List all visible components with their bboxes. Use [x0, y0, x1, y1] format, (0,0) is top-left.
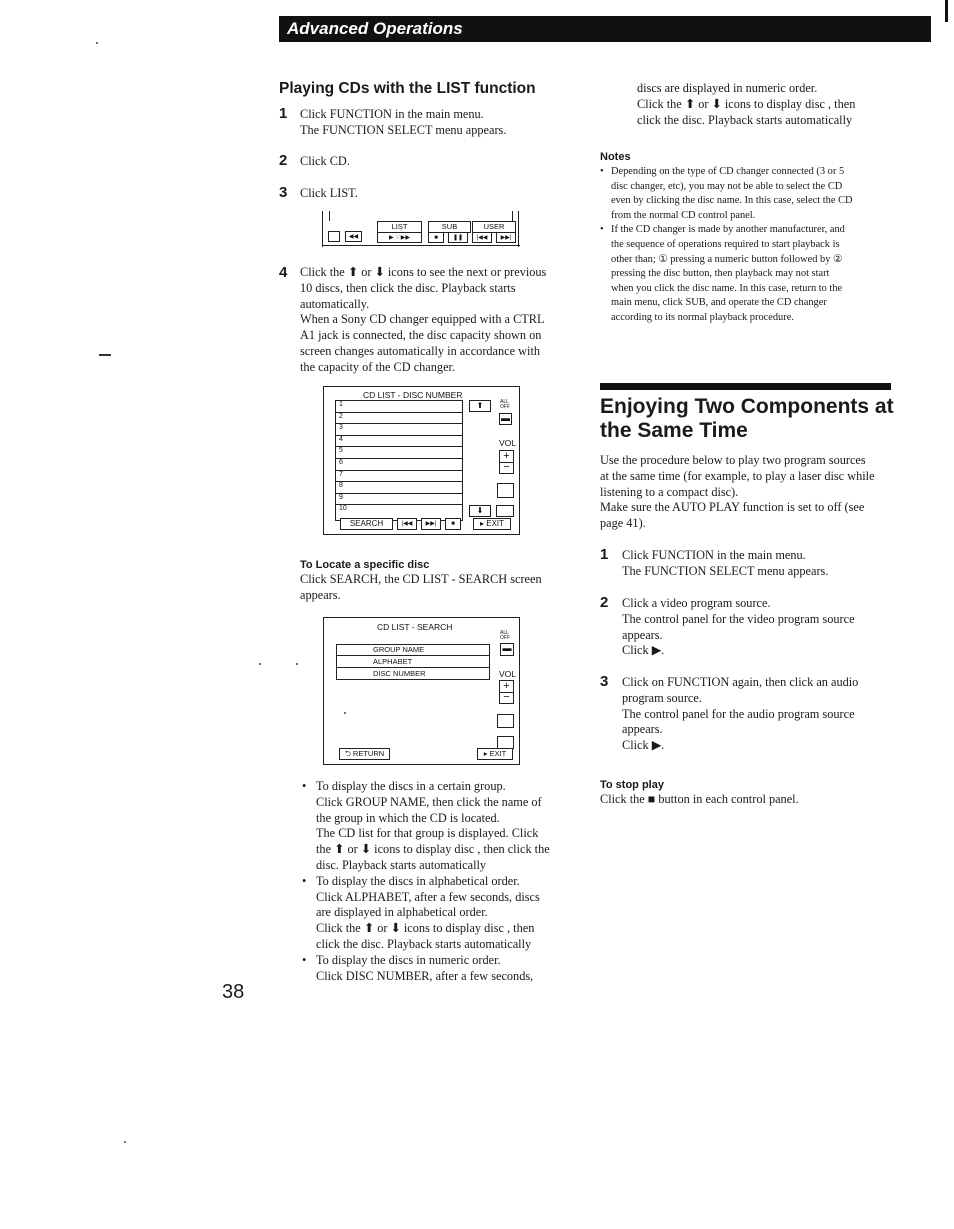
- line: click the disc. Playback starts automatically: [637, 112, 853, 127]
- bullet-icon: •: [302, 779, 307, 793]
- line: screen changes automatically in accordance with: [300, 343, 541, 358]
- line: at the same time (for example, to play a laser disc while: [600, 468, 875, 483]
- line: Click SEARCH, the CD LIST - SEARCH screen: [300, 572, 542, 586]
- next-track-button[interactable]: ▶▶|: [421, 518, 441, 530]
- bullet-icon: •: [600, 224, 604, 236]
- line: To display the discs in numeric order.: [316, 952, 501, 967]
- stop-text: Click the ■ button in each control panel.: [600, 792, 799, 806]
- line: Click FUNCTION in the main menu.: [300, 107, 484, 121]
- scan-speck: [259, 663, 261, 665]
- row-divider: [335, 423, 463, 424]
- row-divider: [335, 435, 463, 436]
- disc-row[interactable]: 7: [339, 470, 343, 478]
- prev-track-button[interactable]: |◀◀: [472, 232, 492, 243]
- line: disc changer, etc), you may not be able to select the CD: [611, 180, 843, 192]
- screen-title: CD LIST - DISC NUMBER: [363, 390, 463, 400]
- rewind-button[interactable]: ◀◀: [345, 231, 362, 242]
- line: The CD list for that group is displayed. Click: [316, 826, 539, 841]
- line: Enjoying Two Components at: [600, 395, 894, 418]
- line: The FUNCTION SELECT menu appears.: [300, 122, 507, 137]
- all-off-button[interactable]: ▬: [501, 413, 510, 423]
- line: Click the ⬆ or ⬇ icons to see the next or previous: [300, 265, 547, 279]
- step-number: 3: [279, 184, 288, 201]
- exit-label: EXIT: [486, 519, 505, 528]
- row-divider: [335, 493, 463, 494]
- bullet-icon: •: [302, 952, 307, 967]
- step-text: [622, 548, 828, 580]
- scan-speck: [124, 1141, 126, 1143]
- notes-heading: Notes: [600, 151, 631, 163]
- down-arrow-icon[interactable]: ⬇: [469, 505, 491, 517]
- row-divider: [335, 458, 463, 459]
- empty-button[interactable]: [497, 714, 514, 728]
- step-number: 2: [600, 594, 609, 611]
- step-number: 3: [600, 673, 609, 690]
- line: other than; ① pressing a numeric button followed by ②: [611, 253, 843, 265]
- disc-row[interactable]: 2: [339, 412, 343, 420]
- all-off-label: ALL OFF: [500, 399, 510, 410]
- disc-icon[interactable]: [328, 231, 340, 242]
- vol-up-button[interactable]: +: [499, 450, 514, 463]
- line: Click ALPHABET, after a few seconds, discs: [316, 889, 540, 904]
- vol-label: VOL: [499, 438, 517, 448]
- header-title: Advanced Operations: [287, 19, 463, 38]
- section-rule: [600, 383, 891, 390]
- row-divider: [335, 481, 463, 482]
- line: according to its normal playback procedure.: [611, 311, 794, 323]
- disc-row[interactable]: 9: [339, 493, 343, 501]
- next-track-button[interactable]: ▶▶|: [496, 232, 516, 243]
- line: the group in which the CD is located.: [316, 810, 500, 825]
- line: Click FUNCTION in the main menu.: [622, 548, 806, 562]
- option-alphabet[interactable]: ALPHABET: [373, 657, 413, 666]
- return-button[interactable]: ⮌ RETURN: [339, 748, 390, 760]
- disc-row[interactable]: 3: [339, 424, 343, 432]
- line: The FUNCTION SELECT menu appears.: [622, 563, 829, 578]
- line: 10 discs, then click the disc. Playback starts: [300, 280, 516, 295]
- line: discs are displayed in numeric order.: [637, 81, 818, 95]
- line: the ⬆ or ⬇ icons to display disc , then click the: [316, 842, 550, 857]
- step-text: [300, 107, 506, 139]
- vol-up-button[interactable]: +: [499, 680, 514, 693]
- option-group-name[interactable]: GROUP NAME: [373, 645, 425, 654]
- line: Depending on the type of CD changer connected (3 or 5: [611, 166, 845, 177]
- disc-row[interactable]: 10: [339, 505, 347, 513]
- line: Click ▶.: [622, 643, 665, 658]
- line: A1 jack is connected, the disc capacity shown on: [300, 328, 542, 343]
- row-divider: [335, 412, 463, 413]
- list-item: [302, 953, 572, 985]
- step-number: 4: [279, 264, 288, 281]
- empty-button[interactable]: [496, 505, 514, 517]
- line: the capacity of the CD changer.: [300, 359, 456, 374]
- play-button[interactable]: ▶ ☞▶▶: [377, 232, 422, 243]
- line: Click GROUP NAME, then click the name of: [316, 794, 542, 809]
- pause-button[interactable]: ❚❚: [448, 232, 468, 243]
- scan-speck: [296, 663, 298, 665]
- line: pressing the disc button, then playback may not start: [611, 268, 830, 280]
- line: When a Sony CD changer equipped with a CTRL: [300, 312, 545, 327]
- line: Click a video program source.: [622, 596, 771, 610]
- line: Click ▶.: [622, 738, 665, 753]
- line: Use the procedure below to play two program sources: [600, 453, 866, 467]
- search-screen: [323, 617, 520, 765]
- all-off-button[interactable]: ▬: [500, 643, 514, 656]
- line: from the normal CD control panel.: [611, 209, 756, 221]
- disc-row[interactable]: 6: [339, 459, 343, 466]
- line: If the CD changer is made by another manufacturer, and: [611, 224, 845, 236]
- disc-row[interactable]: 5: [339, 447, 343, 455]
- line: the sequence of operations required to start playback is: [611, 238, 840, 250]
- line: To display the discs in a certain group.: [316, 779, 506, 793]
- line: The control panel for the audio program source: [622, 706, 855, 721]
- stop-button[interactable]: ■: [428, 232, 444, 243]
- line: The control panel for the video program source: [622, 611, 855, 626]
- line: appears.: [622, 722, 663, 737]
- section-title-two-components: [600, 395, 894, 443]
- disc-row[interactable]: 1: [339, 401, 343, 408]
- locate-heading: To Locate a specific disc: [300, 559, 430, 571]
- step-number: 1: [600, 546, 609, 563]
- line: listening to a compact disc).: [600, 484, 739, 499]
- list-item: [600, 165, 900, 223]
- section-title-list: Playing CDs with the LIST function: [279, 80, 536, 97]
- search-button[interactable]: SEARCH: [340, 518, 393, 530]
- bullet-icon: •: [302, 873, 307, 888]
- step-text: [622, 675, 858, 754]
- search-bullets: [302, 779, 572, 984]
- locate-text: [300, 572, 542, 604]
- line: click the disc. Playback starts automatically: [316, 936, 532, 951]
- user-button[interactable]: USER: [472, 221, 516, 233]
- sub-button[interactable]: SUB: [428, 221, 471, 233]
- notes-list: [600, 165, 900, 326]
- prev-track-button[interactable]: |◀◀: [397, 518, 417, 530]
- list-button[interactable]: LIST: [377, 221, 422, 233]
- list-item: [302, 779, 572, 874]
- row-divider: [335, 446, 463, 447]
- bullet-icon: •: [600, 166, 604, 177]
- line: program source.: [622, 690, 702, 705]
- step-number: 1: [279, 105, 288, 122]
- line: disc. Playback starts automatically: [316, 857, 487, 872]
- line: automatically.: [300, 296, 370, 311]
- line: Click DISC NUMBER, after a few seconds,: [316, 968, 534, 983]
- line: Make sure the AUTO PLAY function is set to off (see: [600, 500, 865, 515]
- vol-label: VOL: [499, 669, 517, 679]
- line: when you click the disc name. In this case, return to the: [611, 282, 843, 294]
- line: Click the ⬆ or ⬇ icons to display disc , then: [637, 96, 856, 111]
- line: main menu, click SUB, and operate the CD changer: [611, 297, 827, 309]
- disc-list: [335, 400, 463, 521]
- disc-number-screen: [323, 386, 520, 535]
- list-item: [302, 874, 572, 953]
- stop-button[interactable]: ■: [445, 518, 461, 530]
- scan-mark: [99, 354, 111, 356]
- exit-label: EXIT: [489, 749, 507, 758]
- line: Click on FUNCTION again, then click an audio: [622, 675, 859, 689]
- screen-title: CD LIST - SEARCH: [377, 622, 453, 632]
- line: even by clicking the disc name. In this case, select the CD: [611, 195, 853, 207]
- step-text: Click LIST.: [300, 186, 358, 200]
- step-text: Click CD.: [300, 154, 350, 168]
- vol-down-button[interactable]: −: [499, 462, 514, 474]
- line: To display the discs in alphabetical order.: [316, 873, 520, 888]
- step-text: [622, 596, 855, 659]
- empty-button[interactable]: [497, 483, 514, 498]
- cd-control-bar: [322, 211, 520, 249]
- step-number: 2: [279, 152, 288, 169]
- return-label: RETURN: [352, 749, 385, 758]
- list-item: [600, 223, 900, 325]
- scan-speck: [96, 42, 98, 44]
- line: page 41).: [600, 516, 646, 531]
- all-off-label: ALL OFF: [500, 630, 510, 641]
- step-text: [300, 265, 570, 376]
- line: appears.: [300, 587, 341, 602]
- exit-button[interactable]: ▸ EXIT: [473, 518, 511, 530]
- line: appears.: [622, 627, 663, 642]
- disc-row[interactable]: 8: [339, 482, 343, 490]
- page-edge-mark: [945, 0, 948, 22]
- line: Click the ⬆ or ⬇ icons to display disc , then: [316, 921, 535, 936]
- vol-down-button[interactable]: −: [499, 692, 514, 704]
- exit-button[interactable]: ▸ EXIT: [477, 748, 513, 760]
- option-disc-number[interactable]: DISC NUMBER: [373, 669, 426, 678]
- up-arrow-icon[interactable]: ⬆: [469, 400, 491, 412]
- line: are displayed in alphabetical order.: [316, 905, 488, 920]
- intro-text: [600, 453, 900, 532]
- stop-heading: To stop play: [600, 779, 664, 791]
- page-number: 38: [222, 981, 245, 1003]
- row-divider: [335, 504, 463, 505]
- disc-row[interactable]: 4: [339, 435, 343, 443]
- continued-text: [637, 81, 907, 128]
- row-divider: [335, 470, 463, 471]
- line: the Same Time: [600, 419, 748, 442]
